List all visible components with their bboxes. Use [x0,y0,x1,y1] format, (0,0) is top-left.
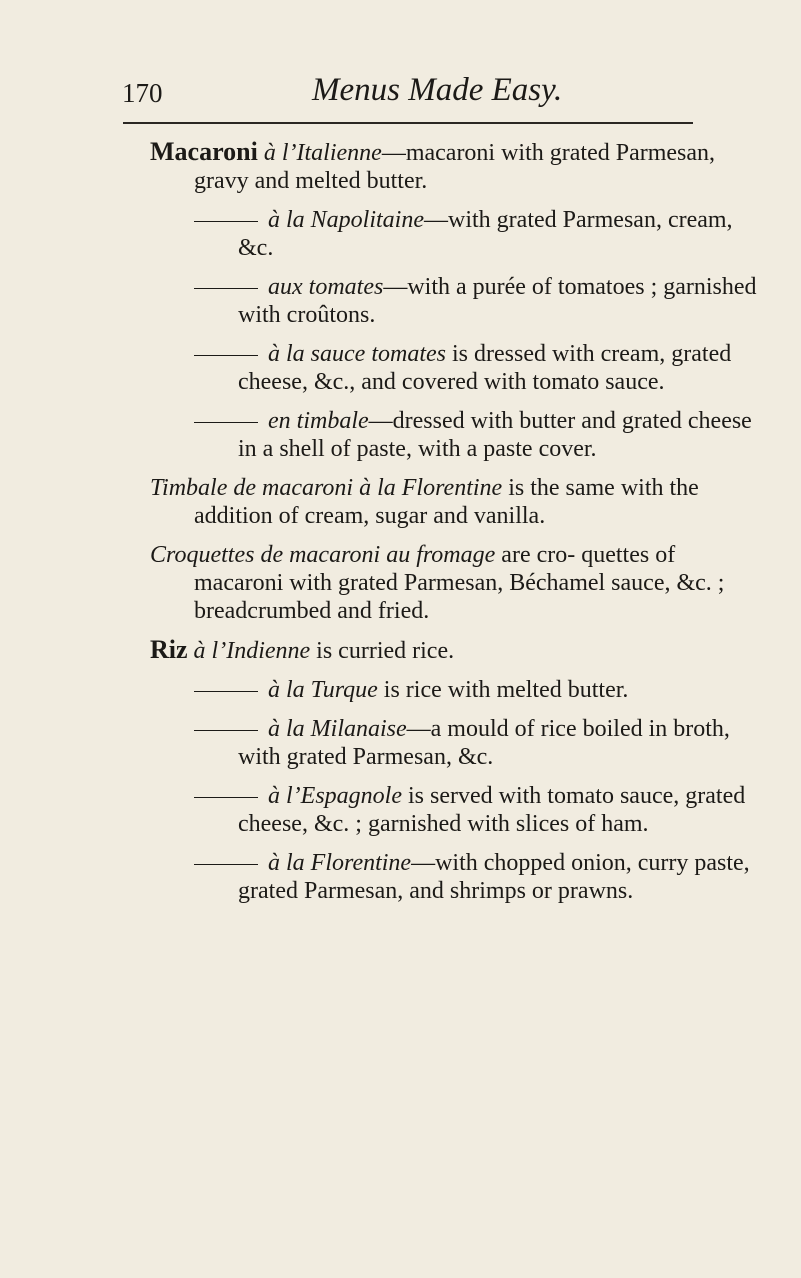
entry-macaroni-sauce-tomates [150,340,770,396]
entry-title: à la sauce tomates [268,341,446,367]
entry-description: is served with tomato sauce, grated cheese, &c. ; garnished with slices of ham. [238,783,746,837]
ditto-dash [194,730,258,731]
ditto-dash [194,797,258,798]
entry-description: is the same with the addition of cream, sugar and vanilla. [194,475,699,529]
entry-riz-indienne [150,636,770,665]
entry-croquettes [150,541,770,625]
entry-macaroni-tomates [150,273,770,329]
entry-title: à la Napolitaine [268,207,424,233]
entry-riz-espagnole [150,782,770,838]
entry-head: Macaroni [150,137,258,166]
entry-description: is rice with melted butter. [377,677,629,703]
entry-title: à l’Espagnole [268,783,402,809]
entry-title: en timbale [268,408,369,434]
running-title: Menus Made Easy. [312,72,563,108]
ditto-dash [194,355,258,356]
entry-title: aux tomates [268,274,384,300]
ditto-dash [194,422,258,423]
entry-timbale-florentine [150,474,770,530]
entry-riz-florentine [150,849,770,905]
entry-title: à la Milanaise [268,716,407,742]
entry-riz-milanaise [150,715,770,771]
entry-title: Timbale de macaroni à la Florentine [150,475,503,501]
entry-description: —a mould of rice boiled in broth, with grated Parmesan, &c. [238,716,730,770]
entry-description: —macaroni with grated Parmesan, gravy and melted butter. [194,140,716,194]
entry-description: —with chopped onion, curry paste, grated Parmesan, and shrimps or prawns. [238,850,750,904]
ditto-dash [194,221,258,222]
entry-description: are cro- quettes of macaroni with grated Parmesan, Béchamel sauce, &c. ; breadcrumbed and fried. [194,542,725,624]
entry-description: —with a purée of tomatoes ; garnished with croûtons. [238,274,757,328]
ditto-dash [194,864,258,865]
page-header [0,0,801,120]
entry-title: à la Florentine [268,850,412,876]
entry-description: is curried rice. [310,638,455,664]
entry-macaroni-italienne [150,138,770,195]
ditto-dash [194,288,258,289]
page-number: 170 [122,78,163,108]
header-rule [123,122,693,124]
entry-riz-turque [150,676,770,704]
entry-title: à la Turque [268,677,378,703]
entry-title: Croquettes de macaroni au fromage [150,542,496,568]
entry-description: —with grated Parmesan, cream, &c. [238,207,733,261]
entry-macaroni-timbale [150,407,770,463]
entry-macaroni-napolitaine [150,206,770,262]
entry-description: is dressed with cream, grated cheese, &c., and covered with tomato sauce. [238,341,732,395]
recipe-text [150,138,770,916]
entry-title: à l’Indienne [193,638,311,664]
ditto-dash [194,691,258,692]
entry-description: —dressed with butter and grated cheese in a shell of paste, with a paste cover. [238,408,752,462]
entry-title: à l’Italienne [263,140,382,166]
entry-head: Riz [150,635,188,664]
